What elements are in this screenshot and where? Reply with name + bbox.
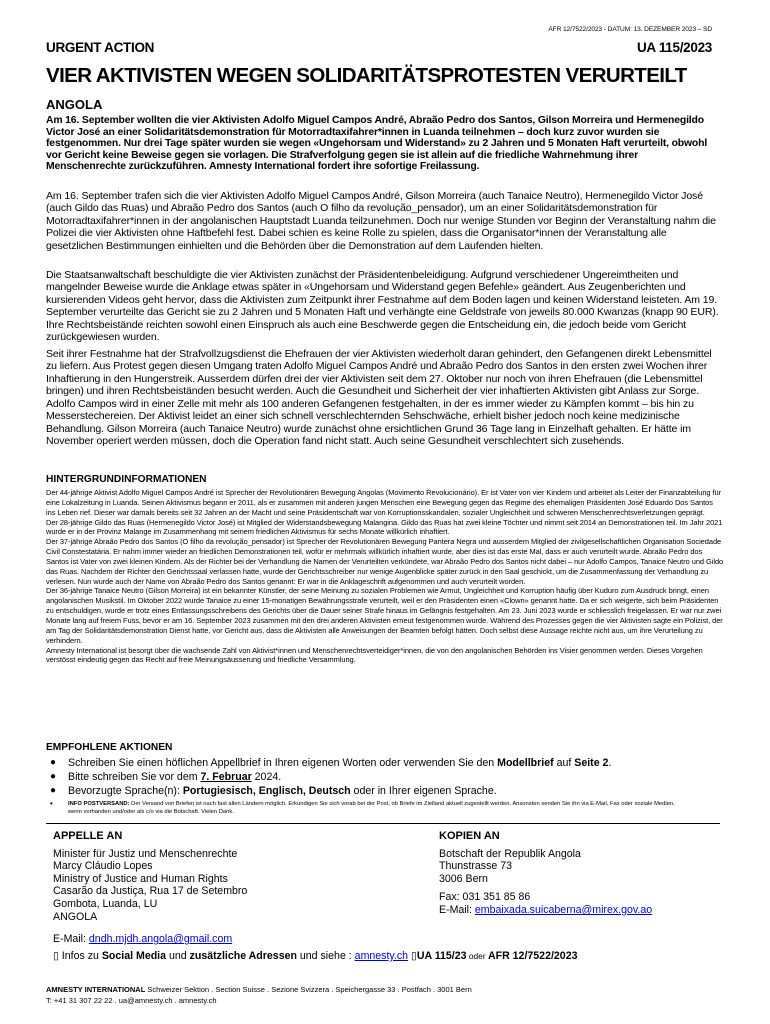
action-item-letter: ● Schreiben Sie einen höflichen Appellbrief in Ihren eigenen Worten oder verwenden Sie den Modellbrief auf Seite 2. bbox=[50, 757, 612, 769]
footer bbox=[46, 985, 472, 1006]
postal-info-note: • INFO POSTVERSAND: Der Versand von Briefen ist nach fast allen Ländern möglich. Erkundigen Sie sich vorab bei der Post, ob Briefe im Zielland aktuell zugestellt werden. Ansonsten senden Sie ihn via E-Mail, Fax oder soziale Medien, wenn vorhanden und/oder als c/o via die Botschaft. Vielen Dank. bbox=[50, 799, 675, 815]
header-row bbox=[46, 40, 712, 55]
info-glyph-icon: ▯ bbox=[411, 950, 417, 962]
afr-reference: AFR 12/7522/2023 bbox=[487, 950, 578, 962]
bullet-icon: ● bbox=[50, 785, 57, 796]
bullet-icon: • bbox=[50, 799, 53, 808]
urgent-action-label: URGENT ACTION bbox=[46, 40, 155, 55]
background-paragraph-3: Der 37-jährige Abraão Pedro dos Santos (O filho da revolução_pensador) ist Sprecher der Revolutionären Bewegung Pantera Negra und ausserdem Mitglied der zivilgesellschaftlichen Organisation Sociedade Civil Constestatária. Er nahm immer wieder an friedlichen Demonstrationen teil, wofür er mehrmals willkürlich inhaftiert wurde, aber dies ist das erste Mal, dass er auch verurteilt wurde. Abraão Pedro dos Santos ist Vater von zwei kleinen Kindern. Als der Richter bei der Verhandlung die Namen der Verurteilten verkündete, war Abraão Pedro dos Santos nicht dabei – nur Adolfo Campos, Tanaice Neutro und Gildo das Ruas. Nachdem der Richter den Gerichtssaal verlassen hatte, wurde der Gerichtsschreiber nur wenige Augenblicke später zurück in den Saal geschickt, um die Zusammenfassung der Verhandlung zu verlesen. Nun wurde auch der Name von Abraão Pedro dos Santos genannt: Er war in die Anklageschrift aufgenommen und auch verurteilt worden. bbox=[46, 537, 724, 586]
appeals-line: Gombota, Luanda, LU bbox=[53, 897, 158, 910]
appeals-line: Casarão da Justiça, Rua 17 de Setembro bbox=[53, 885, 248, 898]
action-item-language: ● Bevorzugte Sprache(n): Portugiesisch, Englisch, Deutsch oder in Ihrer eigenen Sprache. bbox=[50, 785, 497, 797]
document-reference: AFR 12/7522/2023 - DATUM: 13. DEZEMBER 2023 – SD bbox=[548, 26, 712, 33]
appeals-email-line: E-Mail: dndh.mjdh.angola@gmail.com bbox=[53, 933, 233, 946]
appeals-address-block bbox=[53, 830, 247, 946]
background-paragraph-4: Der 36-jährige Tanaice Neutro (Gilson Morreira) ist ein bekannter Künstler, der seine Meinung zu sozialen Problemen wie Armut, Ungleichheit und Korruption häufig über Kuduro zum Ausdruck bringt, einen angolanischen Musikstil. Im Oktober 2022 wurde Tanaice zu einer 15-monatigen Bewährungsstrafe verurteilt, weil er den Präsidenten einen «Clown» genannt hatte. Da er sich weigerte, sich beim Präsidenten zu entschuldigen, wurde er trotz eines Entlassungsschreibens des Gerichts über die Dauer seiner Strafe hinaus im Gefängnis festgehalten. Am 23. Juni 2023 wurde er schliesslich freigelassen. Er war nur zwei Monate lang auf freiem Fuss, bevor er am 16. September 2023 zusammen mit den drei anderen Aktivisten erneut festgenommen wurde. Während des Prozesses gegen die vier Aktivisten sagte ein Polizist, der am Tag der Solidaritätsdemonstration Dienst hatte, vor Gericht aus, dass die Aktivisten alle Anweisungen der Beamten befolgt hätten. Doch selbst diese Aussage reichte nicht aus, um ihre Verurteilung zu verhindern. bbox=[46, 586, 723, 645]
copies-line: Botschaft der Republik Angola bbox=[439, 847, 581, 860]
background-paragraph-2: Der 28-jährige Gildo das Ruas (Hermenegildo Victor José) ist Mitglied der Widerstandsbewegung Malangina. Gildo das Ruas hat zwei kleine Töchter und nimmt seit 2014 an Demonstrationen teil. Im Jahr 2021 wurde er in der Provinz Malange im Zusammenhang mit seinem friedlichen Aktivismus für sechs Monate willkürlich inhaftiert. bbox=[46, 517, 723, 537]
appeals-line: Marcy Cláudio Lopes bbox=[53, 860, 153, 873]
ua-reference: UA 115/23 bbox=[416, 950, 467, 962]
social-media-info: ▯ Infos zu Social Media und zusätzliche Adressen und siehe : amnesty.ch ▯UA 115/23 oder AFR 12/7522/2023 bbox=[53, 950, 578, 962]
amnesty-link[interactable]: amnesty.ch bbox=[354, 950, 409, 962]
appeals-line: Ministry of Justice and Human Rights bbox=[53, 872, 228, 885]
copies-email-link[interactable]: embaixada.suicaberna@mirex.gov.ao bbox=[474, 903, 653, 916]
copies-line: 3006 Bern bbox=[439, 872, 488, 885]
body-paragraph-3: Seit ihrer Festnahme hat der Strafvollzugsdienst die Ehefrauen der vier Aktivisten wiederholt daran gehindert, den Gefangenen direkt Lebensmittel zu liefern. Aus Protest gegen diesen Umgang traten Adolfo Miguel Campos André und Abraão Pedro dos Santos in den ersten zwei Wochen ihrer Inhaftierung in den Hungerstreik. Ausserdem dürfen drei der vier Aktivisten seit dem 27. Oktober nur noch von ihren Ehefrauen (die Lebensmittel bringen) und ihren Rechtsbeiständen besucht werden. Auch die Gesundheit und Sicherheit der vier inhaftierten Aktivisten gibt Anlass zur Sorge. Adolfo Campos wird in einer Zelle mit mehr als 100 anderen Gefangenen festgehalten, in der es immer wieder zu Kämpfen kommt – bis hin zu Messerstechereien. Der Aktivist leidet an einer sich schnell verschlechternden Sehschwäche, erhielt bisher jedoch noch keine medizinische Behandlung. Gilson Morreira (auch Tanaice Neutro) wurde zunächst ohne ersichtlichen Grund 36 Tage lang in Einzelhaft gehalten. Er hätte im November operiert werden müssen, doch die Operation fand nicht statt. Auch seine Gesundheit verschlechtert sich zusehends. bbox=[46, 348, 712, 448]
copies-line: Thunstrasse 73 bbox=[439, 860, 513, 873]
copies-address-block bbox=[439, 830, 652, 917]
country-label: ANGOLA bbox=[46, 97, 103, 112]
appeals-heading: APPELLE AN bbox=[53, 830, 123, 842]
deadline-date: 7. Februar bbox=[200, 771, 252, 783]
background-paragraph-1: Der 44-jährige Aktivist Adolfo Miguel Campos André ist Sprecher der Revolutionären Bewegung Angolas (Movimento Revolucionário). Er ist Vater von vier Kindern und arbeitet als Leiter der Finanzabteilung für eine Lokalzeitung in Luanda. Seinen Aktivismus begann er 2011, als er zusammen mit anderen jungen Menschen eine Bewegung gegen das Regime des ehemaligen Präsidenten José Eduardo Dos Santos ins Leben rief. Dieser war damals bereits seit 32 Jahren an der Macht und seine Präsidentschaft war von Korruptionsskandalen, sozialer Ungleichheit und schweren Menschenrechtsverletzungen geprägt. bbox=[46, 488, 722, 517]
background-heading: HINTERGRUNDINFORMATIONEN bbox=[46, 474, 207, 485]
action-item-deadline: ● Bitte schreiben Sie vor dem 7. Februar 2024. bbox=[50, 771, 282, 783]
appeals-line: ANGOLA bbox=[53, 910, 98, 923]
copies-heading: KOPIEN AN bbox=[439, 830, 500, 842]
copies-fax: Fax: 031 351 85 86 bbox=[439, 891, 531, 904]
actions-heading: EMPFOHLENE AKTIONEN bbox=[46, 742, 173, 753]
section-divider bbox=[46, 823, 720, 824]
lead-paragraph: Am 16. September wollten die vier Aktivisten Adolfo Miguel Campos André, Abraão Pedro dos Santos, Gilson Morreira und Hermenegildo Victor José an einer Solidaritätsdemonstration für Motorradtaxifahrer*innen in Luanda teilnehmen – doch kurz zuvor wurden sie festgenommen. Nur drei Tage später wurden sie wegen «Ungehorsam und Widerstand» zu 2 Jahren und 5 Monaten Haft verurteilt, obwohl vor Gericht keine Beweise gegen sie vorlagen. Die Strafverfolgung gegen sie ist allein auf die friedliche Wahrnehmung ihrer Menschenrechte zurückzuführen. Amnesty International fordert ihre sofortige Freilassung. bbox=[46, 115, 708, 173]
actions-list bbox=[46, 756, 726, 816]
page-title: VIER AKTIVISTEN WEGEN SOLIDARITÄTSPROTESTEN VERURTEILT bbox=[46, 64, 687, 87]
appeals-email-link[interactable]: dndh.mjdh.angola@gmail.com bbox=[88, 933, 233, 946]
bullet-icon: ● bbox=[50, 757, 57, 768]
ua-number: UA 115/2023 bbox=[636, 40, 712, 55]
appeals-line: Minister für Justiz und Menschenrechte bbox=[53, 847, 238, 860]
body-paragraph-1: Am 16. September trafen sich die vier Aktivisten Adolfo Miguel Campos André, Gilson Morreira (auch Tanaice Neutro), Hermenegildo Victor José (auch Gildo das Ruas) und Abraão Pedro dos Santos (auch O filho da revolução_pensador), um an einer Solidaritätsdemonstration für Motorradtaxifahrer*innen in der angolanischen Hauptstadt Luanda teilzunehmen. Doch nur wenige Stunden vor Beginn der Veranstaltung nahm die Polizei die vier Aktivisten ohne Haftbefehl fest. Dabei schien es keine Rolle zu spielen, dass die Organisator*innen der Veranstaltung alle gesetzlichen Bestimmungen einhielten und die Behörden über die Demonstration auf dem Laufenden hielten. bbox=[46, 190, 716, 252]
footer-address: Schweizer Sektion . Section Suisse . Sezione Svizzera . Speichergasse 33 . Postfach . 3001 Bern bbox=[147, 985, 472, 994]
footer-contact: T: +41 31 307 22 22 . ua@amnesty.ch . amnesty.ch bbox=[46, 995, 217, 1005]
info-glyph-icon: ▯ bbox=[53, 950, 59, 962]
background-text bbox=[46, 488, 724, 665]
bullet-icon: ● bbox=[50, 771, 57, 782]
body-paragraph-2: Die Staatsanwaltschaft beschuldigte die vier Aktivisten zunächst der Präsidentenbeleidigung. Aufgrund verschiedener Ungereimtheiten und mangelnder Beweise wurde die Anklage etwas später in «Ungehorsam und Widerstand gegen Befehle» geändert. Aus Zeugenberichten und kursierenden Videos geht hervor, dass die Aktivisten zum Zeitpunkt ihrer Festnahme auf dem Boden lagen und keinen Widerstand leisteten. Am 19. September verurteilte das Gericht sie zu 2 Jahren und 5 Monaten Haft und verhängte eine Geldstrafe von jeweils 80.000 Kwanzas (knapp 90 EUR). Ihre Rechtsbeistände reichten sowohl einen Einspruch als auch eine Beschwerde gegen die Entscheidung ein, die jedoch beide vom Gericht zurückgewiesen wurden. bbox=[46, 269, 719, 344]
footer-org: AMNESTY INTERNATIONAL bbox=[46, 985, 146, 994]
copies-email-line: E-Mail: embaixada.suicaberna@mirex.gov.ao bbox=[439, 903, 653, 916]
background-paragraph-5: Amnesty International ist besorgt über die wachsende Zahl von Aktivist*innen und Menschenrechtsverteidiger*innen, die von den angolanischen Behörden ins Visier genommen werden. Dieses Vorgehen verstösst eindeutig gegen das Recht auf freie Meinungsäusserung und friedliche Versammlung. bbox=[46, 645, 703, 665]
